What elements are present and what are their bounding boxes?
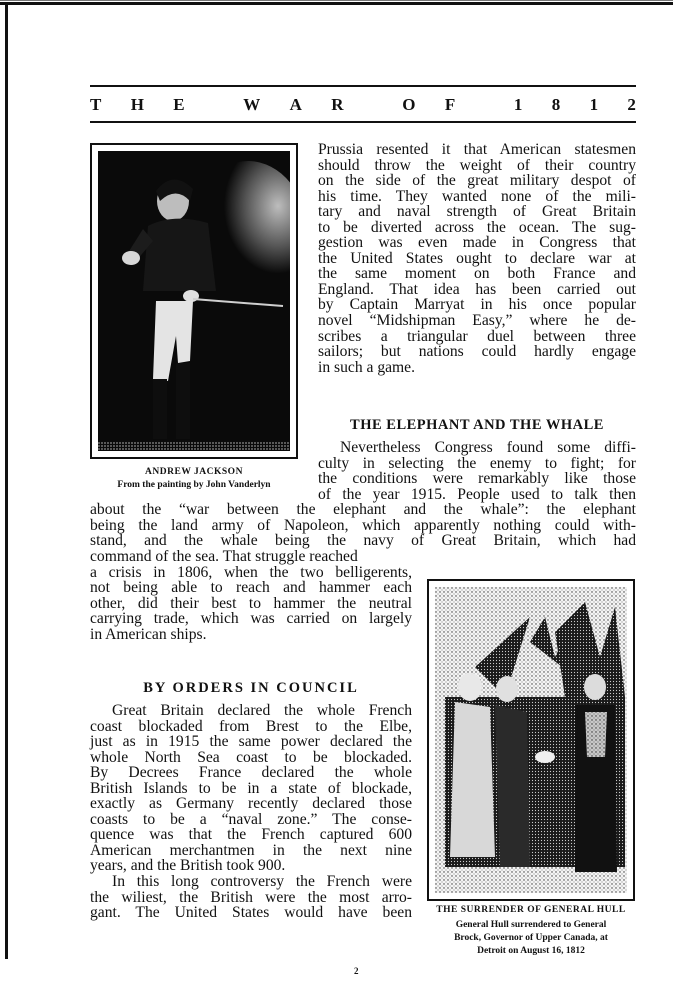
text-line: the conditions were remarkably like those	[318, 470, 636, 488]
left-column-c	[90, 874, 412, 921]
running-head-letter: R	[331, 95, 344, 114]
text-line: British Islands to be in a state of blockade,	[90, 779, 412, 797]
text-line: should throw the weight of their country	[318, 156, 636, 174]
top-right-column	[318, 142, 636, 375]
text-line: Great Britain declared the whole French	[112, 702, 412, 719]
running-head-letter: 1	[589, 95, 599, 114]
hull-surrender-illustration	[435, 587, 627, 893]
jackson-portrait-illustration	[98, 151, 290, 451]
elephant-right-column	[318, 440, 636, 502]
text-line: just as in 1915 the same power declared the	[90, 733, 412, 751]
text-line: of the year 1915. People used to talk then	[318, 485, 636, 503]
jackson-portrait-image	[98, 151, 290, 451]
scan-edge-top	[0, 2, 673, 5]
text-line: his time. They wanted none of the mili-	[318, 187, 636, 205]
text-line: By Decrees France declared the whole	[90, 764, 412, 782]
hull-caption-title: THE SURRENDER OF GENERAL HULL	[436, 905, 626, 915]
hull-caption-subtitle-line: Detroit on August 16, 1812	[477, 946, 585, 956]
text-line: other, did their best to hammer the neutral	[90, 594, 412, 612]
hull-caption	[420, 904, 642, 958]
text-line: quence was that the French captured 600	[90, 826, 412, 844]
text-line: the wiliest, the British were the most arro-	[90, 888, 412, 906]
text-line: command of the sea. That struggle reached	[90, 548, 358, 565]
text-line: the United States ought to declare war at	[318, 249, 636, 267]
text-line: England. That idea has been carried out	[318, 280, 636, 298]
page-number: 2	[354, 966, 359, 976]
text-line: Prussia resented it that American statesmen	[318, 141, 636, 158]
section-heading-elephant-whale: THE ELEPHANT AND THE WHALE	[350, 417, 604, 433]
scan-edge-top-thin	[0, 0, 673, 1]
text-line: American merchantmen in the next nine	[90, 841, 412, 859]
text-line: by Captain Marryat in his once popular	[318, 296, 636, 314]
text-line: tary and naval strength of Great Britain	[318, 203, 636, 221]
running-head-letter: 2	[627, 95, 636, 114]
hull-caption-subtitle-line: Brock, Governor of Upper Canada, at	[454, 933, 608, 943]
text-line: in such a game.	[318, 358, 415, 376]
text-line: the same moment on both France and	[318, 265, 636, 283]
running-head	[90, 93, 636, 117]
text-line: coast blockaded from Brest to the Elbe,	[90, 717, 412, 735]
text-line: Nevertheless Congress found some diffi-	[340, 439, 636, 456]
running-head-letter: 1	[513, 95, 523, 114]
text-line: being the land army of Napoleon, which apparently nothing could with-	[90, 516, 636, 534]
text-line: carrying trade, which was carried on largely	[90, 610, 412, 628]
jackson-caption	[90, 466, 298, 492]
text-line: stand, and the whale being the navy of Great Britain, which had	[90, 532, 636, 550]
jackson-portrait-frame	[90, 143, 298, 459]
text-line: not being able to reach and hammer each	[90, 579, 412, 597]
left-column-a	[90, 549, 412, 642]
text-line: exactly as Germany recently declared those	[90, 795, 412, 813]
header-rule-bottom	[90, 121, 636, 123]
jackson-caption-subtitle: From the painting by John Vanderlyn	[117, 480, 271, 490]
scan-edge-left	[5, 4, 8, 959]
hull-surrender-frame	[427, 579, 635, 901]
running-head-letter: F	[444, 95, 456, 114]
text-line: about the “war between the elephant and the whale”: the elephant	[90, 501, 636, 518]
running-head-letter: E	[173, 95, 185, 114]
hull-surrender-image	[435, 587, 627, 893]
running-head-letter: T	[90, 95, 102, 114]
running-head-letter: W	[243, 95, 261, 114]
full-width-paragraph	[90, 502, 636, 549]
running-head-letter: A	[289, 95, 302, 114]
running-head-letter: O	[402, 95, 416, 114]
hull-caption-subtitle-line: General Hull surrendered to General	[455, 920, 607, 930]
text-line: gestion was even made in Congress that	[318, 234, 636, 252]
left-column-b	[90, 703, 412, 874]
text-line: scribes a triangular duel between three	[318, 327, 636, 345]
text-line: years, and the British took 900.	[90, 857, 286, 875]
text-line: coasts to be a “naval zone.” The conse-	[90, 810, 412, 828]
header-rule-top	[90, 85, 636, 87]
text-line: on the side of the great military despot of	[318, 172, 636, 190]
section-heading-orders-in-council: BY ORDERS IN COUNCIL	[143, 680, 359, 696]
text-line: a crisis in 1806, when the two belligerents,	[90, 563, 412, 581]
text-line: In this long controversy the French were	[112, 873, 412, 890]
text-line: sailors; but nations could hardly engage	[318, 343, 636, 361]
running-head-letter: H	[130, 95, 144, 114]
jackson-caption-title: ANDREW JACKSON	[145, 467, 243, 477]
text-line: to be diverted across the ocean. The sug-	[318, 218, 636, 236]
text-line: culty in selecting the enemy to fight; for	[318, 454, 636, 472]
text-line: gant. The United States would have been	[90, 904, 412, 922]
text-line: in American ships.	[90, 625, 207, 643]
text-line: novel “Midshipman Easy,” where he de-	[318, 312, 636, 330]
text-line: whole North Sea coast to be blockaded.	[90, 748, 412, 766]
running-head-letter: 8	[551, 95, 561, 114]
